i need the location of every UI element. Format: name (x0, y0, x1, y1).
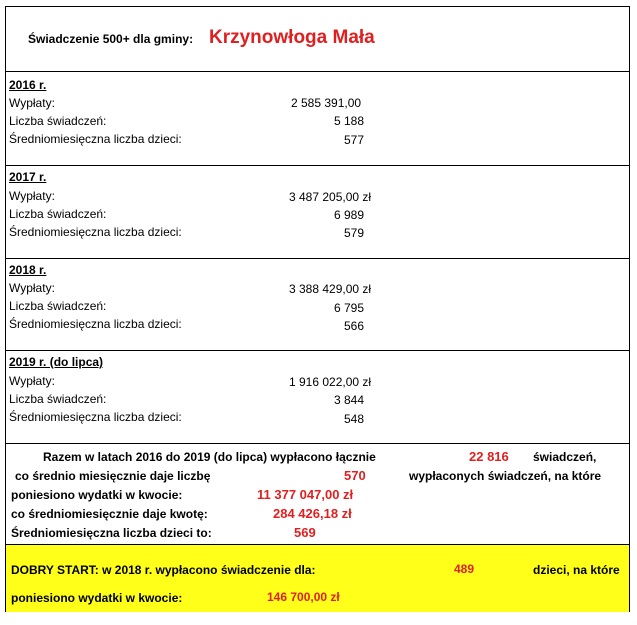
count-value: 6 989 (333, 208, 364, 222)
avg-children-value: 548 (343, 412, 364, 426)
summary-monthly-count-text: co średnio miesięcznie daje liczbę (15, 469, 211, 483)
avg-children-value: 566 (343, 319, 364, 333)
year-title: 2019 r. (do lipca) (9, 355, 104, 369)
count-label: Liczba świadczeń: (9, 207, 107, 221)
payments-value: 1 916 022,00 zł (289, 375, 372, 389)
summary-monthly-amount-text: co średniomiesięcznie daje kwotę: (11, 507, 208, 521)
year-title: 2018 r. (9, 263, 47, 277)
avg-children-label: Średniomiesięczna liczba dzieci: (9, 225, 182, 239)
count-label: Liczba świadczeń: (9, 299, 107, 313)
dobry-start-expenses-value: 146 700,00 zł (267, 590, 340, 604)
summary-monthly-count-value: 570 (344, 468, 366, 483)
avg-children-label: Średniomiesięczna liczba dzieci: (9, 132, 182, 146)
summary-expenses-value: 11 377 047,00 zł (257, 487, 354, 502)
divider (6, 443, 629, 444)
dobry-start-children-value: 489 (454, 562, 475, 576)
dobry-start-text: DOBRY START: w 2018 r. wypłacono świadczenie dla: (11, 563, 316, 577)
payments-value: 3 388 429,00 zł (289, 282, 372, 296)
year-title: 2017 r. (9, 170, 47, 184)
header-label: Świadczenie 500+ dla gminy: (28, 32, 194, 46)
divider (6, 350, 629, 351)
summary-total-suffix: świadczeń, (533, 450, 597, 464)
payments-value: 3 487 205,00 zł (289, 190, 372, 204)
count-value: 5 188 (333, 114, 364, 128)
payments-value: 2 585 391,00 (291, 96, 362, 110)
avg-children-label: Średniomiesięczna liczba dzieci: (9, 317, 182, 331)
municipality-name: Krzynowłoga Mała (209, 27, 375, 48)
avg-children-label: Średniomiesięczna liczba dzieci: (9, 410, 182, 424)
dobry-start-expenses-text: poniesiono wydatki w kwocie: (11, 591, 183, 605)
year-title: 2016 r. (9, 78, 47, 92)
count-label: Liczba świadczeń: (9, 392, 107, 406)
count-value: 3 844 (333, 393, 364, 407)
payments-label: Wypłaty: (9, 374, 55, 388)
summary-monthly-amount-value: 284 426,18 zł (273, 506, 352, 521)
divider (6, 258, 629, 259)
count-label: Liczba świadczeń: (9, 114, 107, 128)
summary-avg-children-text: Średniomiesięczna liczba dzieci to: (11, 526, 212, 540)
avg-children-value: 579 (343, 226, 364, 240)
dobry-start-suffix: dzieci, na które (533, 563, 620, 577)
summary-avg-children-value: 569 (294, 525, 316, 540)
divider (6, 165, 629, 166)
summary-monthly-count-suffix: wypłaconych świadczeń, na które (409, 469, 602, 483)
dobry-start-section (6, 544, 629, 612)
payments-label: Wypłaty: (9, 281, 55, 295)
payments-label: Wypłaty: (9, 96, 55, 110)
count-value: 6 795 (333, 301, 364, 315)
summary-total-text: Razem w latach 2016 do 2019 (do lipca) wypłacono łącznie (43, 450, 376, 464)
avg-children-value: 577 (343, 133, 364, 147)
divider (6, 71, 629, 72)
payments-label: Wypłaty: (9, 189, 55, 203)
divider (6, 544, 629, 545)
summary-expenses-text: poniesiono wydatki w kwocie: (11, 488, 183, 502)
report-sheet (5, 6, 630, 612)
summary-total-value: 22 816 (469, 449, 509, 464)
